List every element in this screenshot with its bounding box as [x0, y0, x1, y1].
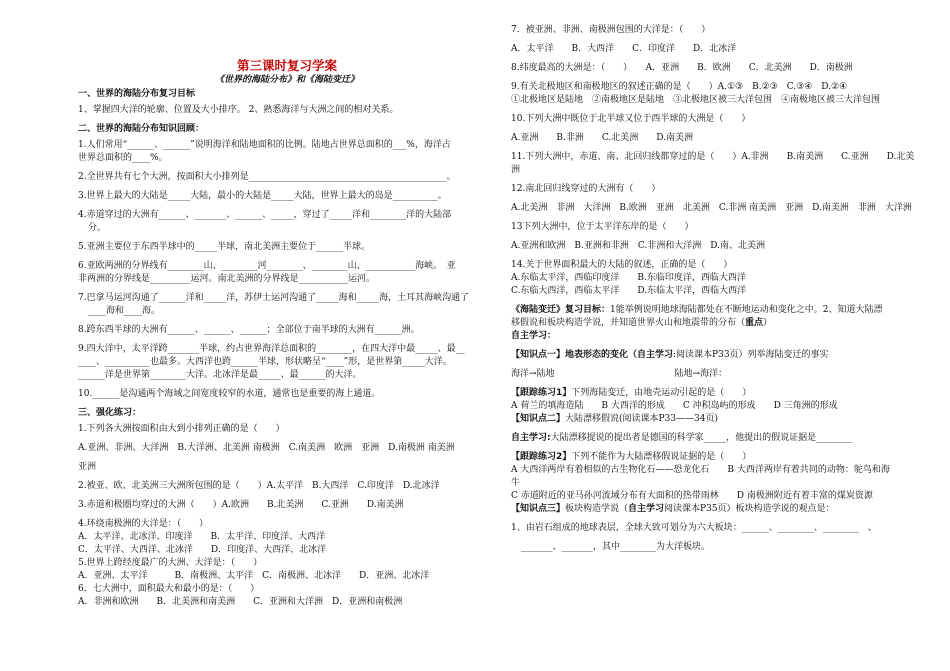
fact-row — [511, 368, 931, 381]
self-study — [511, 432, 931, 445]
left-column — [78, 86, 496, 609]
question-options: A 荷兰的填海造陆 B 大西洋的形成 C 冲积岛屿的形成 D 三角洲的形成 — [511, 401, 838, 411]
question: 8.纬度最高的大洲是：（ ） A．亚洲 B．欧洲 C．北美洲 D．南极洲 — [511, 63, 853, 73]
question: 3.赤道和极圈均穿过的大洲（ ）A.欧洲 B.北美洲 C.亚洲 D.南美洲 — [78, 500, 404, 510]
question: 洲 — [511, 165, 521, 175]
land-to-sea: 陆地→海洋： — [674, 369, 728, 379]
question: 14.关于世界面积最大的大陆的叙述，正确的是（ ） — [511, 260, 733, 270]
review-item: 非两洲的分界线是_________运河。南北美洲的分界线是___________运河。 — [78, 274, 376, 284]
practice-heading: 【跟踪练习2】 — [511, 452, 572, 462]
knowledge-point — [511, 413, 931, 426]
review-item: 7.巴拿马运河沟通了______洋和_____洋，苏伊士运河沟通了_____海和_____海，土耳其海峡沟通了 — [78, 293, 470, 303]
question: 10.下列大洲中既位于北半球又位于西半球的大洲是（ ） — [511, 114, 751, 124]
review-item: 3.世界上最大的大陆是_____大陆，最小的大陆是_____大陆，世界上最大的岛是__________。 — [78, 191, 447, 201]
question-options: C 赤道附近的亚马孙河流域分布有大面积的热带雨林 D 南极洲附近有着丰富的煤炭资源 — [511, 491, 873, 501]
review-item: 2.全世界共有七个大洲，按面积大小排列是____________________________________________。 — [78, 172, 456, 182]
question: 6．七大洲中，面积最大和最小的是：（ ） — [78, 584, 260, 594]
variation-goal-text: ） — [763, 318, 773, 328]
question-options: A.亚洲和欧洲 B.亚洲和非洲 C.非洲和大洋洲 D.南、北美洲 — [511, 241, 766, 251]
review-item: ______洋是世界第________大洋。北冰洋是最_____、最______的大洋。 — [78, 370, 362, 380]
variation-goal-heading: 《海陆变迁》复习目标： — [511, 305, 611, 315]
review-item: ____、__________也最多。大西洋也跨______半球，形状略呈“____”形，是世界第_____大洋。 — [78, 357, 452, 367]
knowledge-point-text: 板块构造学说（ — [565, 504, 629, 514]
review-item: 世界总面积的____%。 — [78, 153, 168, 163]
right-column — [511, 24, 931, 554]
knowledge-point-heading: 【知识点三】 — [511, 504, 566, 514]
review-item: 9.四大洋中，太平洋跨_______半球，约占世界海洋总面积的________，在四大洋中最_____、最__ — [78, 344, 465, 354]
practice-text: 下列海陆变迁，由地壳运动引起的是（ ） — [571, 388, 752, 398]
knowledge-point-heading: 【知识点二】 — [511, 414, 566, 424]
question-options: A．亚洲、太平洋 B．南极洲、太平洋 C．南极洲、北冰洋 D．亚洲、北冰洋 — [78, 571, 430, 581]
question-options: A 大西洋两岸有着相似的古生物化石——恐龙化石 B 大西洋两岸有着共同的动物：鸵鸟和海 — [511, 465, 890, 475]
practice — [511, 387, 931, 400]
section-heading: 三、强化练习： — [78, 408, 142, 418]
question: 4.环绕南极洲的大洋是：（ ） — [78, 519, 209, 529]
review-item: 1.人们常用“______、______”说明海洋和陆地面积的比例。陆地占世界总面积的___%，海洋占 — [78, 140, 451, 150]
fill-in: 1、由岩石组成的地球表层，全球大致可划分为六大板块：______、________、________ 、 — [511, 523, 877, 533]
review-item: 4.赤道穿过的大洲有______、_______、______、_____，穿过了_____洋和________洋的大陆部 — [78, 210, 452, 220]
knowledge-point-text: 大陆漂移假说(阅读课本P33——34页) — [565, 414, 718, 424]
question-options: A.东临太平洋，西临印度洋 B.东临印度洋，西临大西洋 — [511, 273, 746, 283]
question-options: C.东临大西洋，西临太平洋 D.东临太平洋，西临大西洋 — [511, 286, 747, 296]
practice — [511, 451, 931, 464]
question: 13下列大洲中，位于太平洋东岸的是（ ） — [511, 222, 694, 232]
sea-to-land: 海洋→陆地 — [511, 369, 555, 379]
question-options: C．太平洋、大西洋、北冰洋 D．印度洋、大西洋、北冰洋 — [78, 545, 327, 555]
question-options: A．非洲和欧洲 B．北美洲和南美洲 C．亚洲和大洋洲 D．亚洲和南极洲 — [78, 597, 403, 607]
question-options: A．太平洋、北冰洋、印度洋 B．太平洋、印度洋、大西洋 — [78, 532, 326, 542]
self-study-heading: 自主学习： — [511, 331, 557, 341]
key-point: 重点 — [745, 318, 764, 328]
question-options: A．太平洋 B．大西洋 C．印度洋 D．北冰洋 — [511, 44, 737, 54]
knowledge-point-text: 阅读课本P35页）板块构造学说的观点是： — [664, 504, 835, 514]
variation-goal-text: 移假说和板块构造学说，并知道世界火山和地震带的分布（ — [511, 318, 746, 328]
question: 12.南北回归线穿过的大洲有（ ） — [511, 184, 661, 194]
page-title: 第三课时复习学案 — [236, 58, 337, 73]
knowledge-point-text: :阅读课本P33页）列举海陆变迁的事实 — [673, 350, 829, 360]
page-subtitle: 《世界的海陆分布》和《海陆变迁》 — [214, 75, 359, 85]
section-heading: 二、世界的海陆分布知识回顾： — [78, 124, 205, 134]
question-options: 牛 — [511, 478, 521, 488]
goal-text: 1、掌握四大洋的轮廓、位置及大小排序。 2、熟悉海洋与大洲之间的相对关系。 — [78, 105, 399, 115]
variation-goal — [511, 304, 931, 317]
question: 2.被亚、欧、北美洲三大洲所包围的是（ ）A.太平洋 B.大西洋 C.印度洋 D.北冰洋 — [78, 481, 440, 491]
knowledge-point-heading: 【知识点一】地表形态的变化（自主学习 — [511, 350, 674, 360]
review-item: ____海和____海。 — [88, 306, 161, 316]
knowledge-point — [511, 349, 931, 362]
review-item: 8.跨东西半球的大洲有______、______、______；全部位于南半球的大洲有______洲。 — [78, 325, 420, 335]
question-options: A.亚洲 B.非洲 C.北美洲 D.南美洲 — [511, 133, 694, 143]
question-options: A.北美洲 非洲 大洋洲 B.欧洲 亚洲 北美洲 C.非洲 南美洲 亚洲 D.南美洲 非洲 大洋洲 — [511, 203, 912, 213]
question: 7．被亚洲、非洲、南极洲包围的大洋是：（ ） — [511, 25, 711, 35]
section-heading: 一、世界的海陆分布复习目标 — [78, 89, 196, 99]
review-item: 6.亚欧两洲的分界线有________山、________河________、________山、___________海峡。 亚 — [78, 261, 456, 271]
fill-in: _______、_______，其中________为大洋板块。 — [521, 542, 711, 552]
question-options: 亚洲 — [78, 462, 97, 472]
variation-goal — [511, 317, 931, 330]
variation-goal-text: 1能举例说明地球海陆都处在不断地运动和变化之中。2、知道大陆漂 — [610, 305, 883, 315]
knowledge-point — [511, 503, 931, 516]
question: 5.世界上跨经度最广的大洲、大洋是：（ ） — [78, 558, 263, 568]
practice-text: 下列不能作为大陆漂移假说证据的是（ ） — [571, 452, 752, 462]
question-options: A.亚洲、非洲、大洋洲 B.大洋洲、北美洲 南极洲 C.南美洲 欧洲 亚洲 D.南极洲 南美洲 — [78, 443, 455, 453]
review-item: 5.亚洲主要位于东西半球中的_____半球，南北美洲主要位于______半球。 — [78, 242, 371, 252]
knowledge-point-emphasis: 自主学习 — [628, 504, 665, 514]
review-item: 10.______是沟通两个海域之间宽度较窄的水道，通常也是重要的海上通道。 — [78, 389, 381, 399]
question: 11.下列大洲中，赤道、南、北回归线都穿过的是（ ）A.非洲 B.南美洲 C.亚洲 D.北美 — [511, 152, 915, 162]
question: 9.有关北极地区和南极地区的叙述正确的是（ ）A.①③ B.②③ C.③④ D.②④ — [511, 82, 848, 92]
question-options: ①北极地区是陆地 ②南极地区是陆地 ③北极地区被三大洋包围 ④南极地区被三大洋包围 — [511, 95, 881, 105]
review-item: 分。 — [88, 223, 107, 233]
question: 1.下列各大洲按面积由大到小排列正确的是（ ） — [78, 424, 285, 434]
practice-heading: 【跟踪练习1】 — [511, 388, 572, 398]
self-study-text: 大陆漂移提说的提出者是德国的科学家_____，他提出的假说证据是________ — [550, 433, 853, 443]
self-study-label: 自主学习: — [511, 433, 551, 443]
